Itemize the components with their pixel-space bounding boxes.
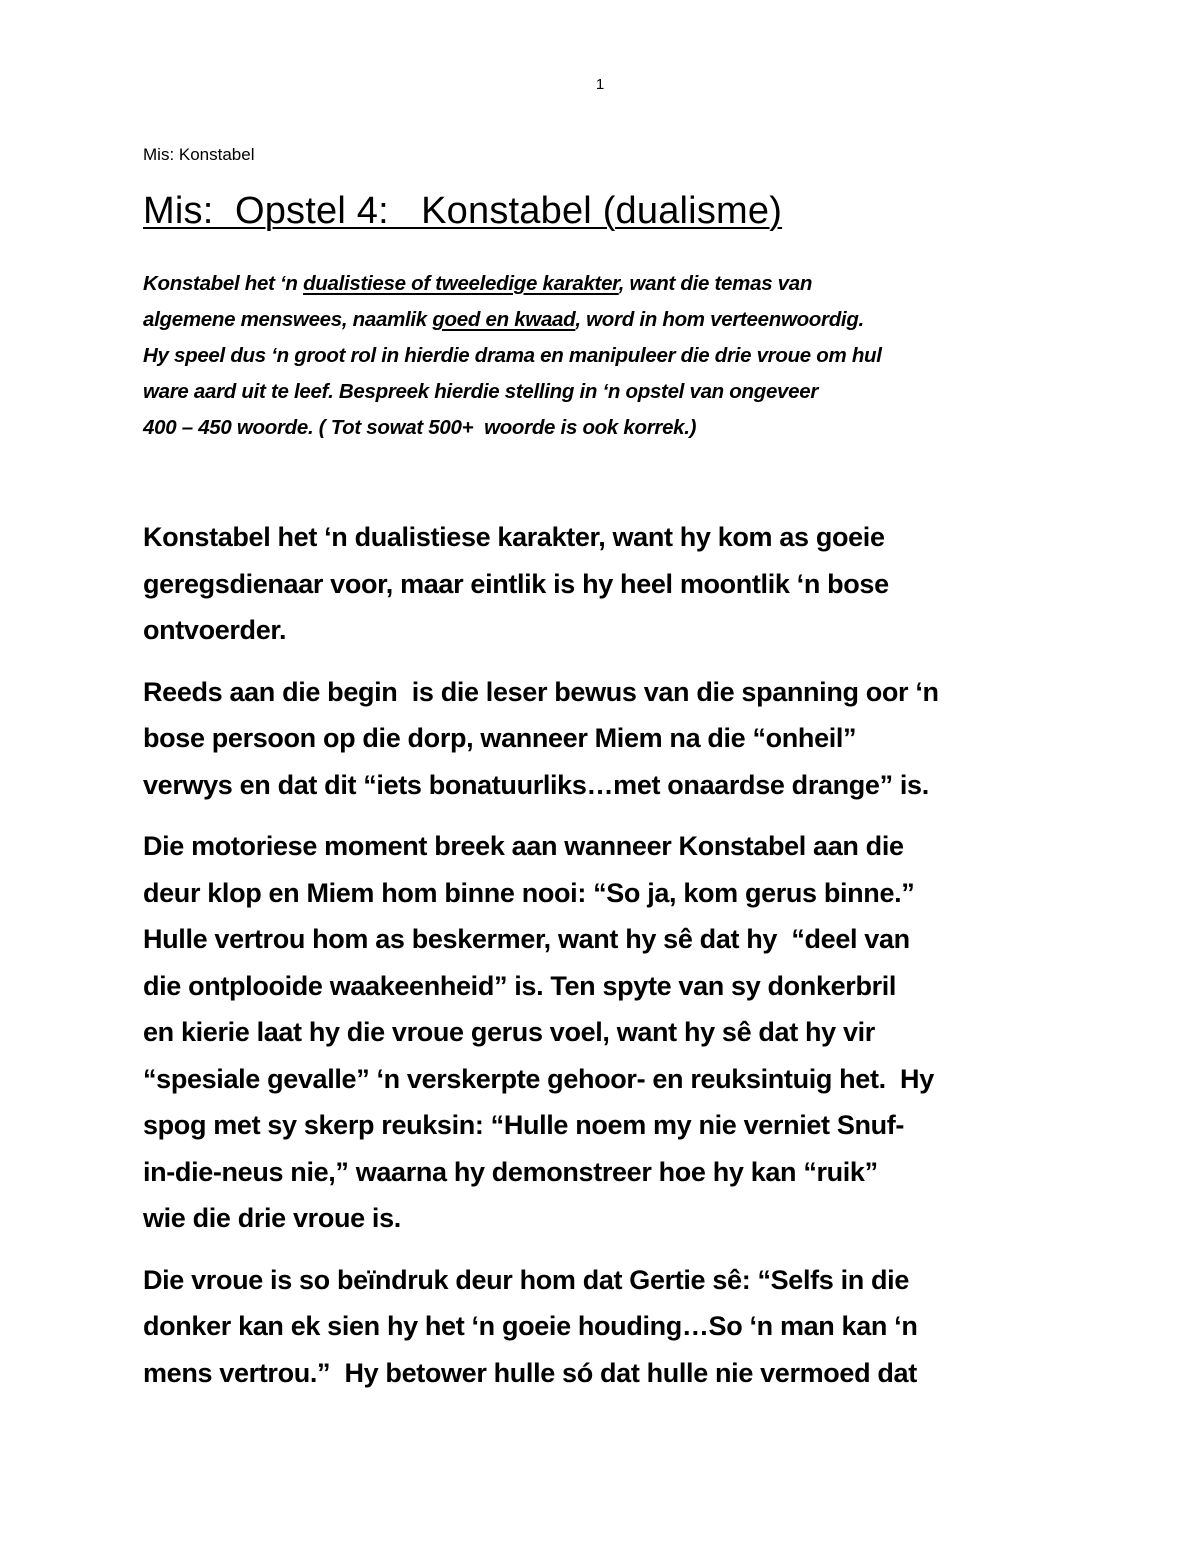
- prompt-underlined-phrase: goed en kwaad: [432, 308, 576, 331]
- essay-body: [143, 514, 1073, 1411]
- essay-line: Reeds aan die begin is die leser bewus van die spanning oor ‘n: [143, 676, 939, 707]
- essay-paragraph-2: [143, 669, 1073, 809]
- prompt-line-2: [143, 302, 1063, 338]
- prompt-text: , word in hom verteenwoordig.: [575, 308, 864, 331]
- essay-line: Hulle vertrou hom as beskermer, want hy sê dat hy “deel van: [143, 924, 910, 954]
- essay-line: deur klop en Miem hom binne nooi: “So ja, kom gerus binne.”: [143, 877, 915, 908]
- page-number: 1: [595, 76, 605, 93]
- essay-line: Konstabel het ‘n dualistiese karakter, want hy kom as goeie: [143, 522, 885, 552]
- essay-line: ontvoerder.: [143, 615, 287, 645]
- essay-line: “spesiale gevalle” ‘n verskerpte gehoor- en reuksintuig het. Hy: [143, 1063, 934, 1094]
- essay-prompt: [143, 266, 1063, 446]
- prompt-text: Konstabel het ‘n: [143, 272, 304, 295]
- essay-line: mens vertrou.” Hy betower hulle só dat hulle nie vermoed dat: [143, 1357, 917, 1388]
- essay-line: Die vroue is so beïndruk deur hom dat Gertie sê: “Selfs in die: [143, 1264, 909, 1295]
- prompt-line-5: 400 – 450 woorde. ( Tot sowat 500+ woorde is ook korrek.): [143, 416, 697, 439]
- essay-line: en kierie laat hy die vroue gerus voel, want hy sê dat hy vir: [143, 1017, 875, 1047]
- essay-paragraph-3: [143, 823, 1073, 1242]
- essay-line: die ontplooide waakeenheid” is. Ten spyte van sy donkerbril: [143, 970, 897, 1001]
- essay-line: verwys en dat dit “iets bonatuurliks…met onaardse drange” is.: [143, 769, 929, 800]
- essay-line: in-die-neus nie,” waarna hy demonstreer hoe hy kan “ruik”: [143, 1156, 878, 1187]
- prompt-text: , want die temas van: [618, 272, 813, 295]
- essay-line: Die motoriese moment breek aan wanneer Konstabel aan die: [143, 831, 904, 861]
- essay-line: wie die drie vroue is.: [143, 1203, 401, 1233]
- essay-line: bose persoon op die dorp, wanneer Miem na die “onheil”: [143, 723, 857, 753]
- prompt-text: algemene menswees, naamlik: [143, 308, 433, 331]
- prompt-line-3: Hy speel dus ‘n groot rol in hierdie drama en manipuleer die drie vroue om hul: [143, 344, 882, 367]
- prompt-underlined-phrase: dualistiese of tweeledige karakter: [303, 272, 619, 295]
- document-title: Mis: Opstel 4: Konstabel (dualisme): [143, 190, 783, 232]
- essay-paragraph-1: [143, 514, 1073, 654]
- essay-line: donker kan ek sien hy het ‘n goeie houding…So ‘n man kan ‘n: [143, 1311, 918, 1341]
- prompt-line-4: ware aard uit te leef. Bespreek hierdie stelling in ‘n opstel van ongeveer: [143, 380, 819, 403]
- running-header: Mis: Konstabel: [143, 145, 255, 164]
- essay-line: geregsdienaar voor, maar eintlik is hy heel moontlik ‘n bose: [143, 568, 889, 599]
- essay-line: spog met sy skerp reuksin: “Hulle noem my nie verniet Snuf-: [143, 1110, 905, 1140]
- essay-paragraph-4: [143, 1257, 1073, 1397]
- prompt-line-1: [143, 266, 1063, 302]
